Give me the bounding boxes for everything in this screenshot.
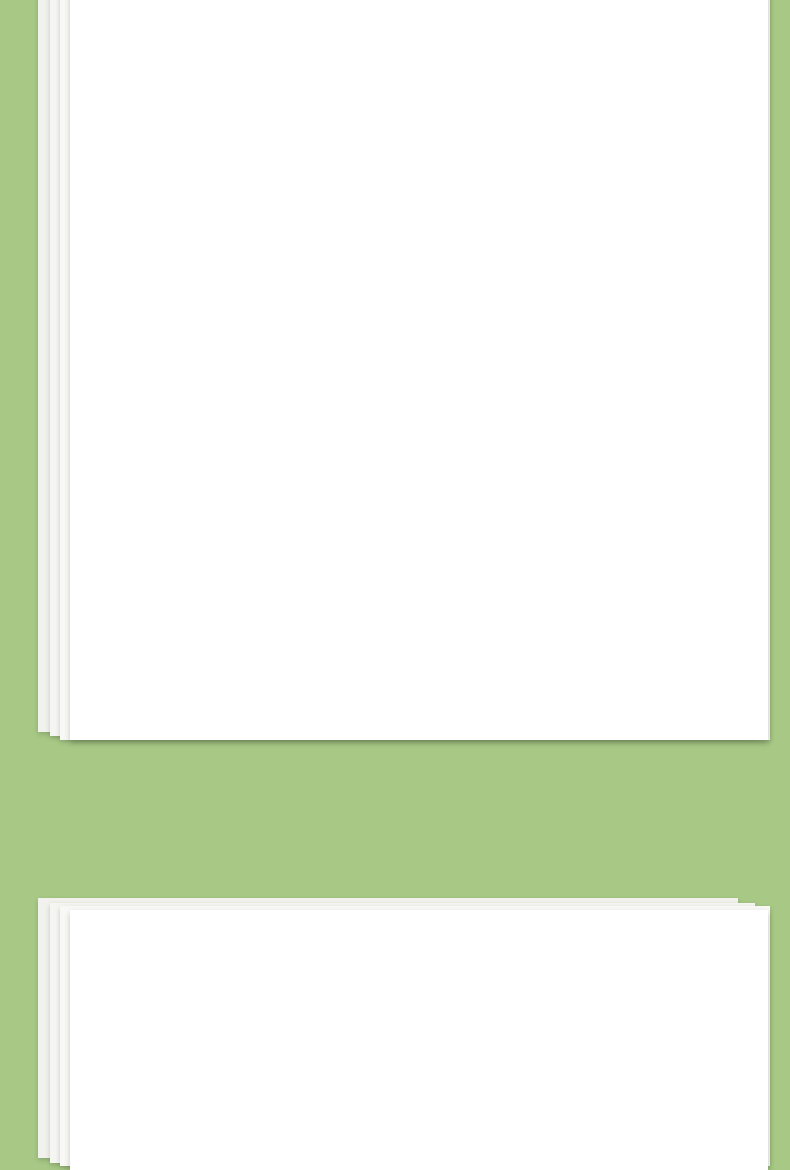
worksheet-page-bottom	[70, 910, 768, 1170]
worksheet-page-top	[70, 0, 768, 740]
